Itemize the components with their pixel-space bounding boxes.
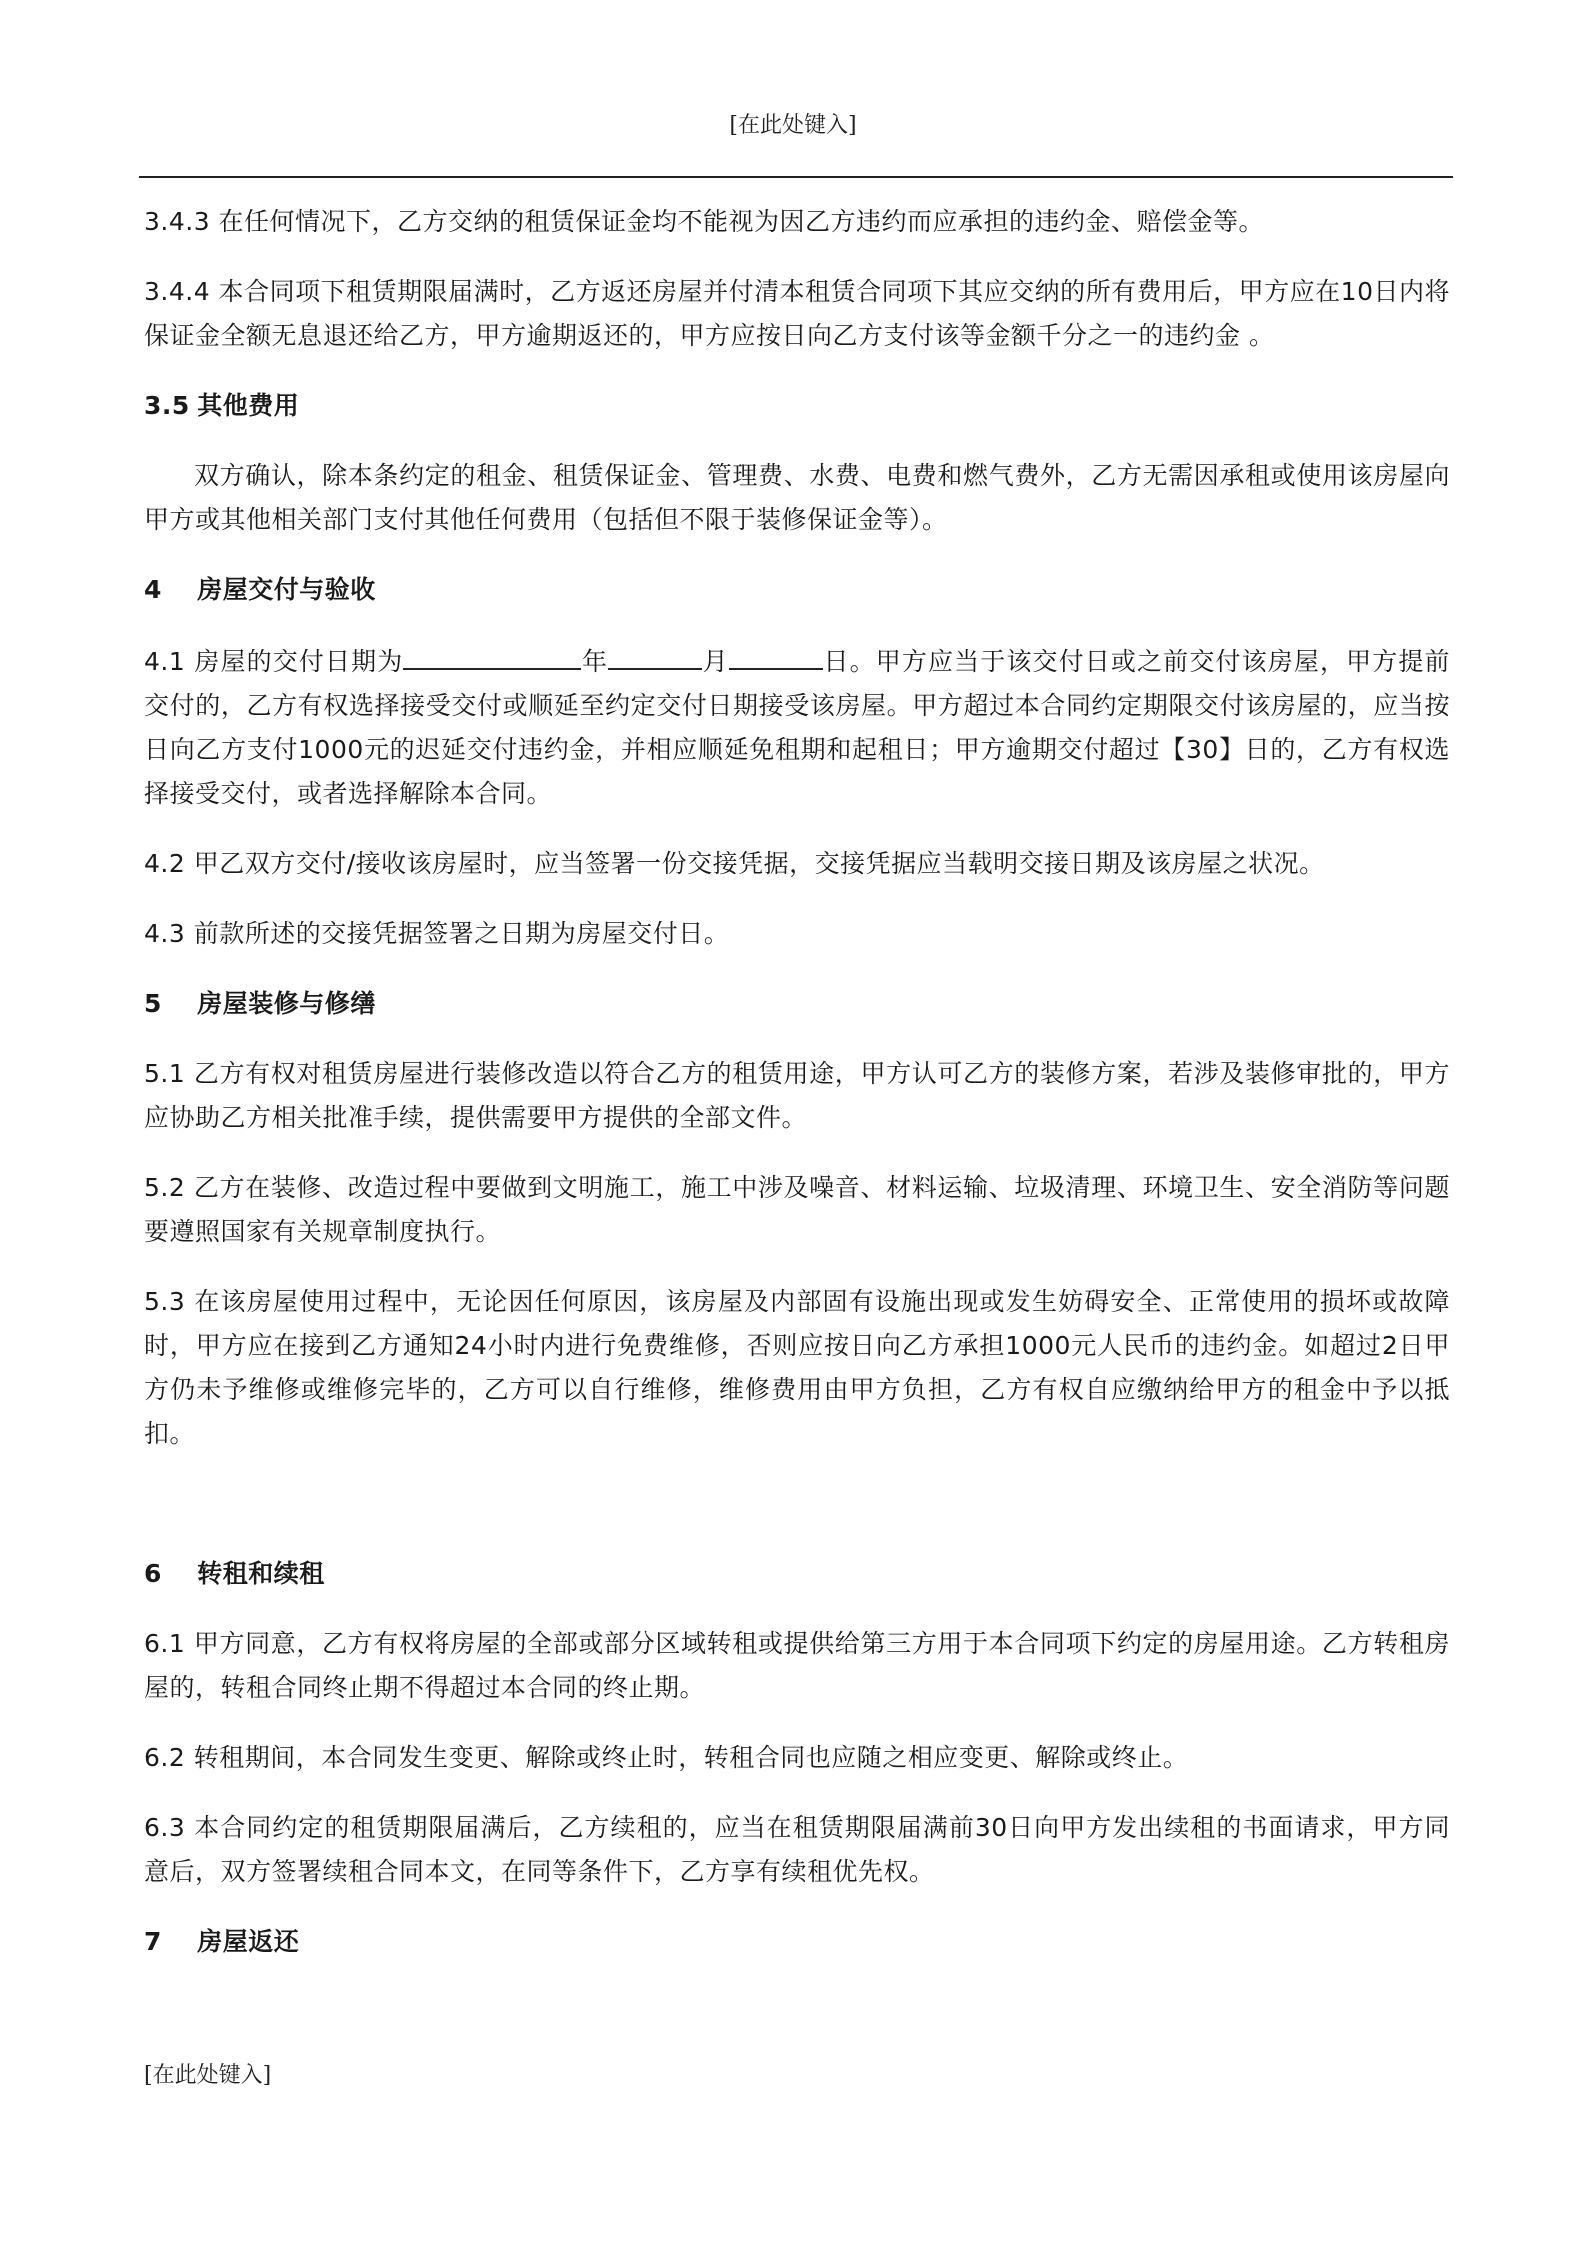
section-title: 转租和续租 [197, 1559, 325, 1588]
delivery-day-blank[interactable] [729, 638, 823, 670]
footer-placeholder[interactable]: [在此处键入] [144, 2063, 272, 2088]
clause-4-3: 4.3 前款所述的交接凭据签署之日期为房屋交付日。 [144, 919, 730, 948]
section-heading-4 [144, 568, 1450, 612]
day-label: 日。 [822, 647, 876, 676]
header-placeholder[interactable]: [在此处键入] [729, 113, 857, 138]
section-number: 4 [144, 575, 162, 604]
section-heading-3-5 [144, 384, 1450, 428]
section-number: 3.5 [144, 391, 190, 420]
section-heading-7 [144, 1920, 1450, 1964]
clause-5-3: 5.3 在该房屋使用过程中，无论因任何原因，该房屋及内部固有设施出现或发生妨碍安全、正常使用的损坏或故障时，甲方应在接到乙方通知24小时内进行免费维修，否则应按日向乙方承担1000元人民币的违约金。如超过2日甲方仍未予维修或维修完毕的，乙方可以自行维修，维修费用由甲方负担，乙方有权自应缴纳给甲方的租金中予以抵扣。 [144, 1287, 1450, 1448]
section-number: 6 [144, 1559, 162, 1588]
clause-4-2: 4.2 甲乙双方交付/接收该房屋时，应当签署一份交接凭据，交接凭据应当载明交接日期及该房屋之状况。 [144, 849, 1325, 878]
clause-6-3: 6.3 本合同约定的租赁期限届满后，乙方续租的，应当在租赁期限届满前30日向甲方发出续租的书面请求，甲方同意后，双方签署续租合同本文，在同等条件下，乙方享有续租优先权。 [144, 1813, 1450, 1886]
clause-6-2: 6.2 转租期间，本合同发生变更、解除或终止时，转租合同也应随之相应变更、解除或终止。 [144, 1743, 1189, 1772]
section-title: 其他费用 [197, 391, 300, 420]
document-body [144, 200, 1450, 1990]
section-title: 房屋交付与验收 [197, 575, 376, 604]
section-heading-6 [144, 1552, 1450, 1596]
clause-6-1: 6.1 甲方同意，乙方有权将房屋的全部或部分区域转租或提供给第三方用于本合同项下约定的房屋用途。乙方转租房屋的，转租合同终止期不得超过本合同的终止期。 [144, 1629, 1450, 1702]
clause-3-5: 双方确认，除本条约定的租金、租赁保证金、管理费、水费、电费和燃气费外，乙方无需因承租或使用该房屋向甲方或其他相关部门支付其他任何费用（包括但不限于装修保证金等）。 [144, 461, 1450, 534]
section-heading-5 [144, 982, 1450, 1026]
section-title: 房屋装修与修缮 [197, 989, 376, 1018]
clause-3-4-3: 3.4.3 在任何情况下，乙方交纳的租赁保证金均不能视为因乙方违约而应承担的违约金、赔偿金等。 [144, 207, 1265, 236]
month-label: 月 [702, 647, 729, 676]
section-gap [144, 1482, 1450, 1552]
clause-4-1-body: 甲方应当于该交付日或之前交付该房屋，甲方提前交付的，乙方有权选择接受交付或顺延至约定交付日期接受该房屋。甲方超过本合同约定期限交付该房屋的，应当按日向乙方支付1000元的迟延交付违约金，并相应顺延免租期和起租日；甲方逾期交付超过【30】日的，乙方有权选择接受交付，或者选择解除本合同。 [144, 647, 1450, 808]
header-divider [139, 176, 1453, 178]
section-number: 7 [144, 1927, 162, 1956]
delivery-month-blank[interactable] [608, 638, 702, 670]
clause-5-2: 5.2 乙方在装修、改造过程中要做到文明施工，施工中涉及噪音、材料运输、垃圾清理、环境卫生、安全消防等问题要遵照国家有关规章制度执行。 [144, 1173, 1450, 1246]
clause-3-4-4: 3.4.4 本合同项下租赁期限届满时，乙方返还房屋并付清本租赁合同项下其应交纳的所有费用后，甲方应在10日内将保证金全额无息退还给乙方，甲方逾期返还的，甲方应按日向乙方支付该等金额千分之一的违约金 。 [144, 277, 1450, 350]
section-title: 房屋返还 [197, 1927, 300, 1956]
clause-4-1 [144, 638, 1450, 816]
section-number: 5 [144, 989, 162, 1018]
delivery-year-blank[interactable] [403, 638, 581, 670]
clause-4-1-lead: 4.1 房屋的交付日期为 [144, 647, 404, 676]
clause-5-1: 5.1 乙方有权对租赁房屋进行装修改造以符合乙方的租赁用途，甲方认可乙方的装修方案，若涉及装修审批的，甲方应协助乙方相关批准手续，提供需要甲方提供的全部文件。 [144, 1059, 1450, 1132]
year-label: 年 [581, 647, 609, 676]
